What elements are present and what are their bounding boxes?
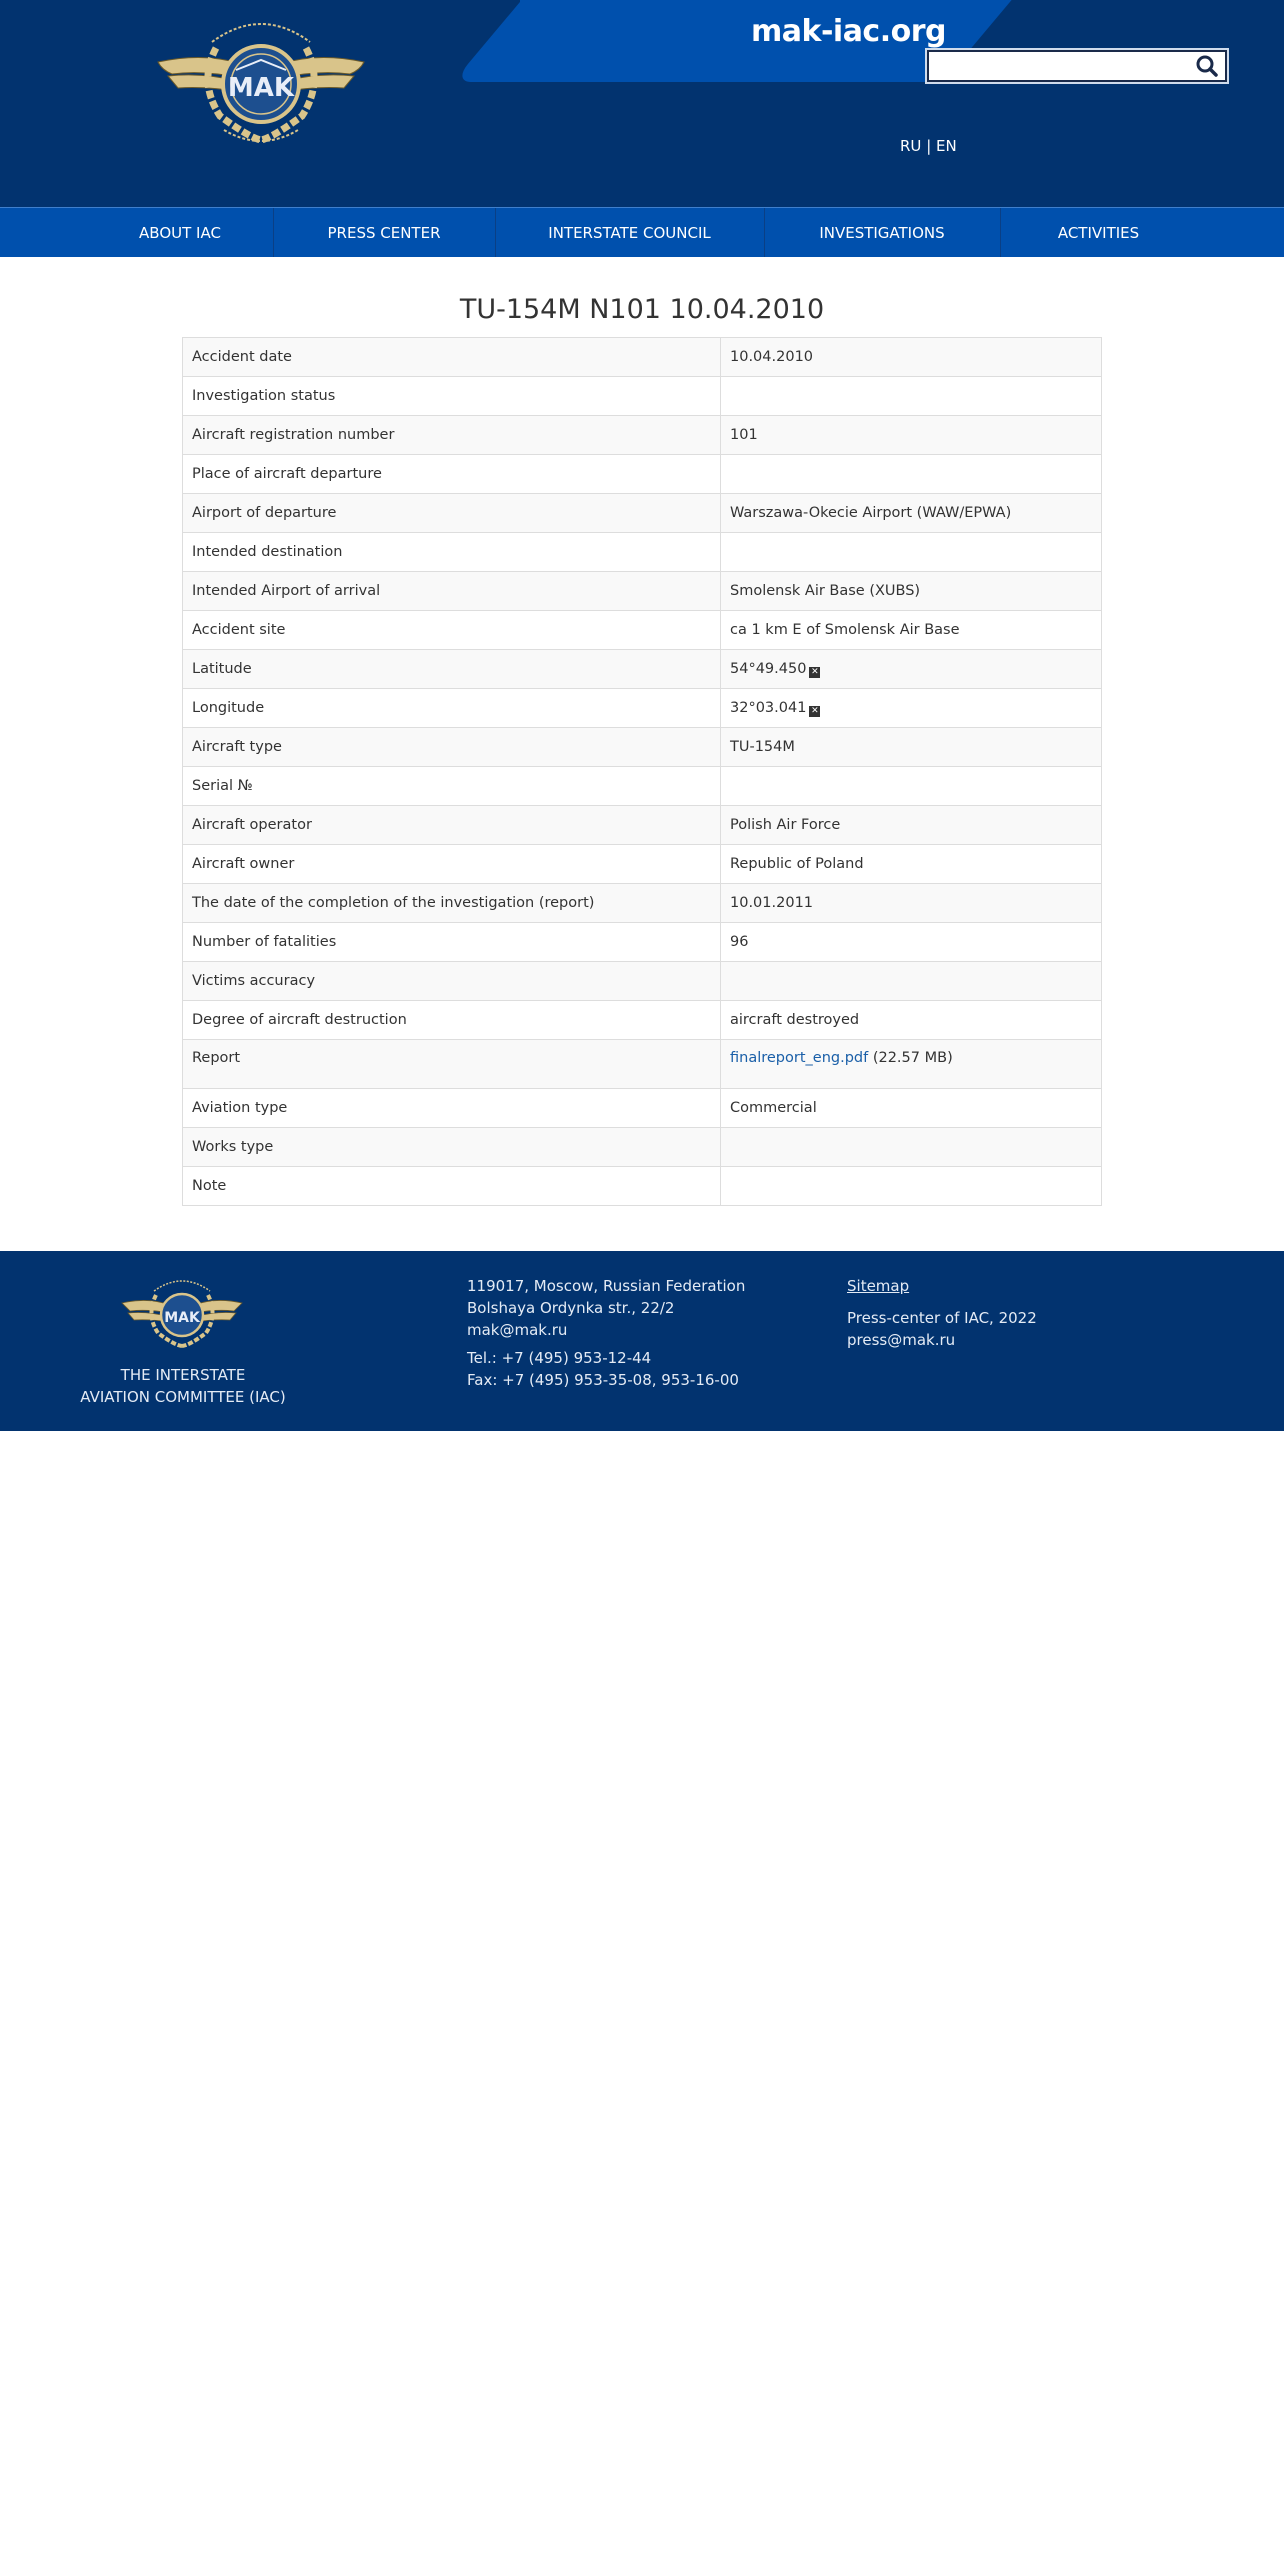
footer-address-line1: 119017, Moscow, Russian Federation [467,1277,746,1295]
row-value: Republic of Poland [721,845,1102,884]
svg-text:MAK: MAK [227,73,295,103]
footer-contacts [467,1275,745,1391]
footer-press-email[interactable]: press@mak.ru [847,1331,956,1349]
row-label: Number of fatalities [183,923,721,962]
sitemap-link[interactable]: Sitemap [847,1277,910,1295]
lang-ru-link[interactable]: RU [900,137,922,155]
report-file-size: (22.57 MB) [872,1050,953,1066]
lang-en-link[interactable]: EN [936,137,957,155]
nav-press-center[interactable]: PRESS CENTER [274,208,496,257]
row-label: Aircraft type [183,728,721,767]
footer-org-line1: THE INTERSTATE [120,1366,246,1384]
row-value-cell [721,689,1102,728]
table-row [183,884,1102,923]
table-row [183,689,1102,728]
footer-address-line2: Bolshaya Ordynka str., 22/2 [467,1299,675,1317]
table-row [183,611,1102,650]
row-label: Airport of departure [183,494,721,533]
latitude-value: 54°49.450 [730,660,807,677]
site-header [0,0,1284,207]
row-value [721,455,1102,494]
nav-about-iac[interactable]: ABOUT IAC [88,208,274,257]
iac-emblem-logo[interactable] [154,12,368,152]
search-icon [1196,55,1218,77]
row-value [721,1167,1102,1206]
lang-separator: | [926,137,932,155]
row-label: Accident site [183,611,721,650]
row-label: The date of the completion of the investigation (report) [183,884,721,923]
row-label: Serial № [183,767,721,806]
table-row [183,806,1102,845]
row-label: Report [183,1040,721,1089]
footer-fax: Fax: +7 (495) 953-35-08, 953-16-00 [467,1371,739,1389]
row-value: 10.01.2011 [721,884,1102,923]
row-value: Smolensk Air Base (XUBS) [721,572,1102,611]
map-marker-icon[interactable]: ✕ [811,705,819,716]
row-label: Note [183,1167,721,1206]
site-name[interactable]: mak-iac.org [751,14,946,49]
row-value: Commercial [721,1089,1102,1128]
row-label: Degree of aircraft destruction [183,1001,721,1040]
row-label: Investigation status [183,377,721,416]
footer-links [847,1275,1037,1351]
row-value: 101 [721,416,1102,455]
report-download-link[interactable]: finalreport_eng.pdf [730,1050,869,1066]
row-label: Accident date [183,338,721,377]
row-value: aircraft destroyed [721,1001,1102,1040]
table-row [183,650,1102,689]
footer-tel: Tel.: +7 (495) 953-12-44 [467,1349,652,1367]
footer-press-center: Press-center of IAC, 2022 [847,1309,1037,1327]
svg-text:MAK: MAK [164,1310,200,1326]
table-row [183,533,1102,572]
row-label: Aircraft operator [183,806,721,845]
iac-emblem-footer-logo[interactable] [120,1275,244,1349]
row-value-cell [721,650,1102,689]
row-value [721,377,1102,416]
row-label: Aircraft owner [183,845,721,884]
footer-email[interactable]: mak@mak.ru [467,1321,568,1339]
table-row [183,845,1102,884]
nav-investigations[interactable]: INVESTIGATIONS [765,208,1001,257]
table-row [183,572,1102,611]
table-row [183,767,1102,806]
table-row [183,962,1102,1001]
nav-interstate-council[interactable]: INTERSTATE COUNCIL [496,208,765,257]
footer-org-name [0,1364,366,1408]
row-label: Latitude [183,650,721,689]
row-value [721,767,1102,806]
table-row [183,923,1102,962]
table-row [183,455,1102,494]
table-row [183,416,1102,455]
search-button[interactable] [1189,52,1225,80]
row-value [721,533,1102,572]
language-switcher [900,137,957,155]
row-label: Works type [183,1128,721,1167]
table-row [183,1040,1102,1089]
table-row [183,494,1102,533]
table-row [183,1001,1102,1040]
table-row [183,377,1102,416]
table-row [183,1128,1102,1167]
row-label: Longitude [183,689,721,728]
search-box [927,50,1227,82]
row-label: Place of aircraft departure [183,455,721,494]
row-value: TU-154M [721,728,1102,767]
table-row [183,338,1102,377]
row-label: Intended Airport of arrival [183,572,721,611]
row-label: Intended destination [183,533,721,572]
row-value: ca 1 km E of Smolensk Air Base [721,611,1102,650]
row-value: Polish Air Force [721,806,1102,845]
table-row [183,1167,1102,1206]
row-value [721,1128,1102,1167]
row-label: Aircraft registration number [183,416,721,455]
row-label: Aviation type [183,1089,721,1128]
row-value [721,962,1102,1001]
row-value: 10.04.2010 [721,338,1102,377]
table-row [183,728,1102,767]
table-row [183,1089,1102,1128]
row-value-cell [721,1040,1102,1089]
row-value: 96 [721,923,1102,962]
page-title: TU-154M N101 10.04.2010 [459,294,825,325]
main-navigation [0,207,1284,257]
map-marker-icon[interactable]: ✕ [811,666,819,677]
site-footer [0,1251,1284,1431]
nav-activities[interactable]: ACTIVITIES [1057,223,1140,242]
search-input[interactable] [929,52,1189,80]
accident-details-table [182,337,1102,1206]
row-value: Warszawa-Okecie Airport (WAW/EPWA) [721,494,1102,533]
row-label: Victims accuracy [183,962,721,1001]
longitude-value: 32°03.041 [730,699,807,716]
footer-org-line2: AVIATION COMMITTEE (IAC) [80,1388,286,1406]
header-banner-corner [520,0,550,20]
